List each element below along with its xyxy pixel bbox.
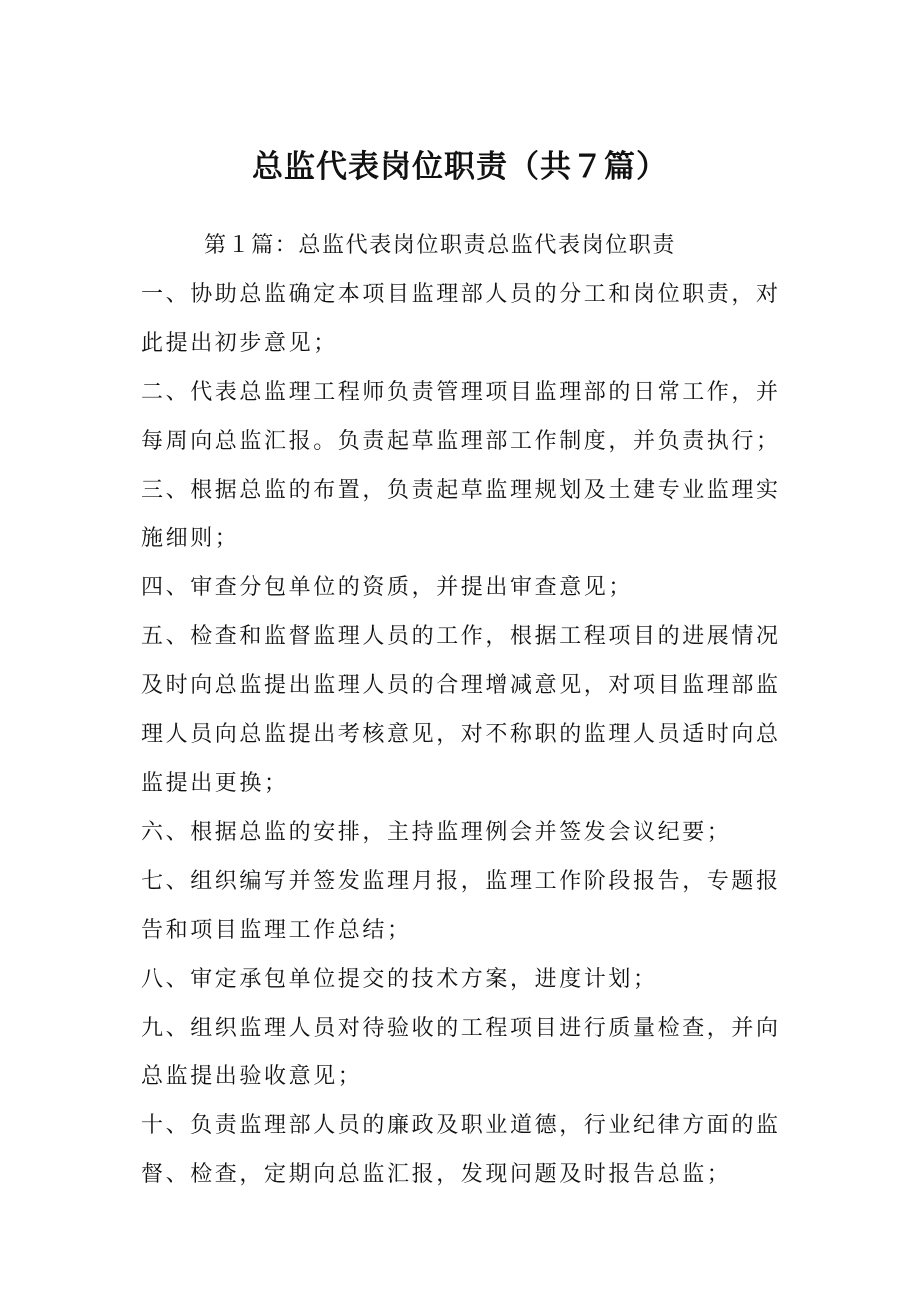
paragraph-4: 四、审查分包单位的资质，并提出审查意见； bbox=[141, 575, 634, 601]
section-subtitle: 第１篇：总监代表岗位职责总监代表岗位职责 bbox=[204, 233, 677, 258]
paragraph-5: 五、检查和监督监理人员的工作，根据工程项目的进展情况及时向总监提出监理人员的合理增减意见，对项目监理部监理人员向总监提出考核意见，对不称职的监理人员适时向总监提出更换； bbox=[141, 624, 781, 796]
paragraph-7: 七、组织编写并签发监理月报，监理工作阶段报告，专题报告和项目监理工作总结； bbox=[141, 868, 781, 943]
paragraph-6: 六、根据总监的安排，主持监理例会并签发会议纪要； bbox=[141, 819, 732, 845]
document-body bbox=[141, 222, 801, 1200]
paragraph-2: 二、代表总监理工程师负责管理项目监理部的日常工作，并每周向总监汇报。负责起草监理部工作制度，并负责执行； bbox=[141, 379, 781, 454]
paragraph-9: 九、组织监理人员对待验收的工程项目进行质量检查，并向总监提出验收意见； bbox=[141, 1015, 781, 1090]
paragraph-3: 三、根据总监的布置，负责起草监理规划及土建专业监理实施细则； bbox=[141, 477, 781, 552]
paragraph-10: 十、负责监理部人员的廉政及职业道德，行业纪律方面的监督、检查，定期向总监汇报，发现问题及时报告总监； bbox=[141, 1113, 781, 1188]
paragraph-8: 八、审定承包单位提交的技术方案，进度计划； bbox=[141, 966, 658, 992]
paragraph-1: 一、协助总监确定本项目监理部人员的分工和岗位职责，对此提出初步意见； bbox=[141, 281, 781, 356]
document-title: 总监代表岗位职责（共７篇） bbox=[252, 149, 668, 185]
